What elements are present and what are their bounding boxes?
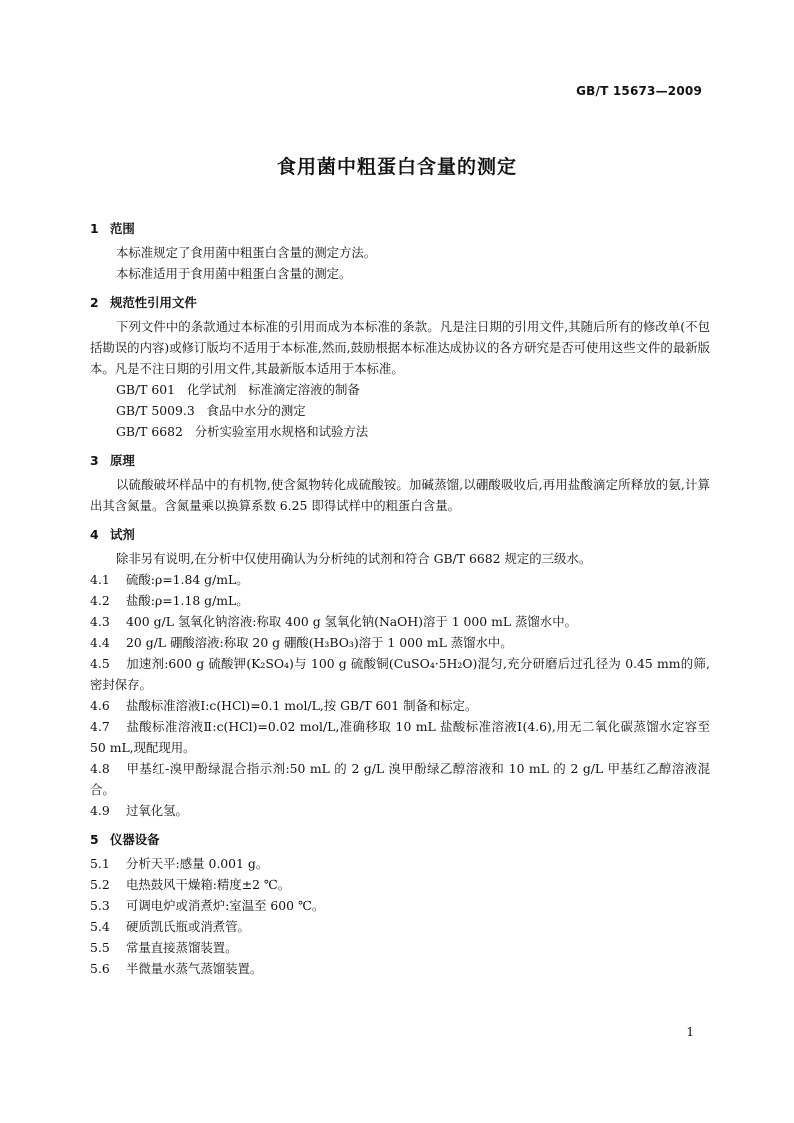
section-heading-principle (90, 450, 710, 471)
clause-item (90, 611, 710, 632)
clause-number: 4.1 (90, 572, 110, 587)
clause-number: 5.2 (90, 877, 110, 892)
paragraph: 下列文件中的条款通过本标准的引用而成为本标准的条款。凡是注日期的引用文件,其随后所有的修改单(不包括勘误的内容)或修订版均不适用于本标准,然而,鼓励根据本标准达成协议的各方研究是否可使用这些文件的最新版本。凡是不注日期的引用文件,其最新版本适用于本标准。 (90, 319, 710, 376)
clause-item (90, 958, 710, 979)
clause-number: 4.3 (90, 614, 110, 629)
clause-text: 盐酸:ρ=1.18 g/mL。 (126, 593, 249, 608)
paragraph: 以硫酸破坏样品中的有机物,使含氮物转化成硫酸铵。加碱蒸馏,以硼酸吸收后,再用盐酸滴定所释放的氨,计算出其含氮量。含氮量乘以换算系数 6.25 即得试样中的粗蛋白含量。 (90, 477, 710, 513)
section-heading-normative-references (90, 292, 710, 313)
clause-number: 5.1 (90, 856, 110, 871)
clause-item (90, 895, 710, 916)
section-heading-scope (90, 218, 710, 239)
clause-text: 硫酸:ρ=1.84 g/mL。 (126, 572, 249, 587)
standard-code: GB/T 15673—2009 (576, 84, 702, 98)
clause-item (90, 800, 710, 821)
section-title: 范围 (110, 221, 135, 236)
clause-text: 甲基红-溴甲酚绿混合指示剂:50 mL 的 2 g/L 溴甲酚绿乙醇溶液和 10 mL 的 2 g/L 甲基红乙醇溶液混合。 (90, 761, 710, 797)
clause-text: 半微量水蒸气蒸馏装置。 (126, 961, 263, 976)
reference-item: GB/T 6682 分析实验室用水规格和试验方法 (116, 424, 369, 439)
clause-item (90, 853, 710, 874)
section-heading-reagents (90, 524, 710, 545)
clause-text: 常量直接蒸馏装置。 (126, 940, 238, 955)
reference-item: GB/T 5009.3 食品中水分的测定 (116, 403, 306, 418)
paragraph: 本标准适用于食用菌中粗蛋白含量的测定。 (116, 266, 352, 281)
clause-text: 电热鼓风干燥箱:精度±2 ℃。 (126, 877, 291, 892)
document-body (90, 218, 710, 979)
section-title: 规范性引用文件 (110, 295, 197, 310)
clause-number: 5.5 (90, 940, 110, 955)
clause-number: 4.4 (90, 635, 110, 650)
clause-item (90, 937, 710, 958)
clause-text: 过氧化氢。 (126, 803, 188, 818)
section-number: 2 (90, 295, 99, 310)
section-title: 原理 (110, 453, 135, 468)
clause-number: 4.2 (90, 593, 110, 608)
section-number: 1 (90, 221, 99, 236)
clause-text: 加速剂:600 g 硫酸钾(K₂SO₄)与 100 g 硫酸铜(CuSO₄·5H₂O)混匀,充分研磨后过孔径为 0.45 mm的筛,密封保存。 (90, 656, 710, 692)
reference-item: GB/T 601 化学试剂 标准滴定溶液的制备 (116, 382, 360, 397)
clause-text: 20 g/L 硼酸溶液:称取 20 g 硼酸(H₃BO₃)溶于 1 000 mL 蒸馏水中。 (126, 635, 513, 650)
section-number: 4 (90, 527, 99, 542)
clause-number: 4.8 (90, 761, 110, 776)
section-number: 3 (90, 453, 99, 468)
clause-number: 5.3 (90, 898, 110, 913)
document-title: 食用菌中粗蛋白含量的测定 (276, 156, 517, 178)
clause-item (90, 916, 710, 937)
clause-number: 4.6 (90, 698, 110, 713)
section-title: 仪器设备 (110, 832, 160, 847)
page-number: 1 (686, 1025, 694, 1039)
clause-item (90, 716, 710, 758)
clause-item (90, 569, 710, 590)
clause-item (90, 590, 710, 611)
section-title: 试剂 (110, 527, 135, 542)
clause-number: 4.7 (90, 719, 110, 734)
paragraph: 本标准规定了食用菌中粗蛋白含量的测定方法。 (116, 245, 377, 260)
clause-text: 可调电炉或消煮炉:室温至 600 ℃。 (126, 898, 325, 913)
clause-text: 分析天平:感量 0.001 g。 (126, 856, 269, 871)
clause-number: 4.9 (90, 803, 110, 818)
clause-item (90, 758, 710, 800)
clause-number: 4.5 (90, 656, 110, 671)
clause-text: 硬质凯氏瓶或消煮管。 (126, 919, 250, 934)
clause-item (90, 874, 710, 895)
clause-number: 5.4 (90, 919, 110, 934)
section-number: 5 (90, 832, 99, 847)
clause-text: 盐酸标准溶液Ⅰ:c(HCl)=0.1 mol/L,按 GB/T 601 制备和标定。 (126, 698, 478, 713)
section-heading-apparatus (90, 829, 710, 850)
clause-item (90, 653, 710, 695)
clause-text: 盐酸标准溶液Ⅱ:c(HCl)=0.02 mol/L,准确移取 10 mL 盐酸标准溶液Ⅰ(4.6),用无二氧化碳蒸馏水定容至 50 mL,现配现用。 (90, 719, 710, 755)
clause-number: 5.6 (90, 961, 110, 976)
clause-text: 400 g/L 氢氧化钠溶液:称取 400 g 氢氧化钠(NaOH)溶于 1 000 mL 蒸馏水中。 (126, 614, 577, 629)
clause-item (90, 695, 710, 716)
clause-item (90, 632, 710, 653)
paragraph: 除非另有说明,在分析中仅使用确认为分析纯的试剂和符合 GB/T 6682 规定的三级水。 (116, 551, 592, 566)
